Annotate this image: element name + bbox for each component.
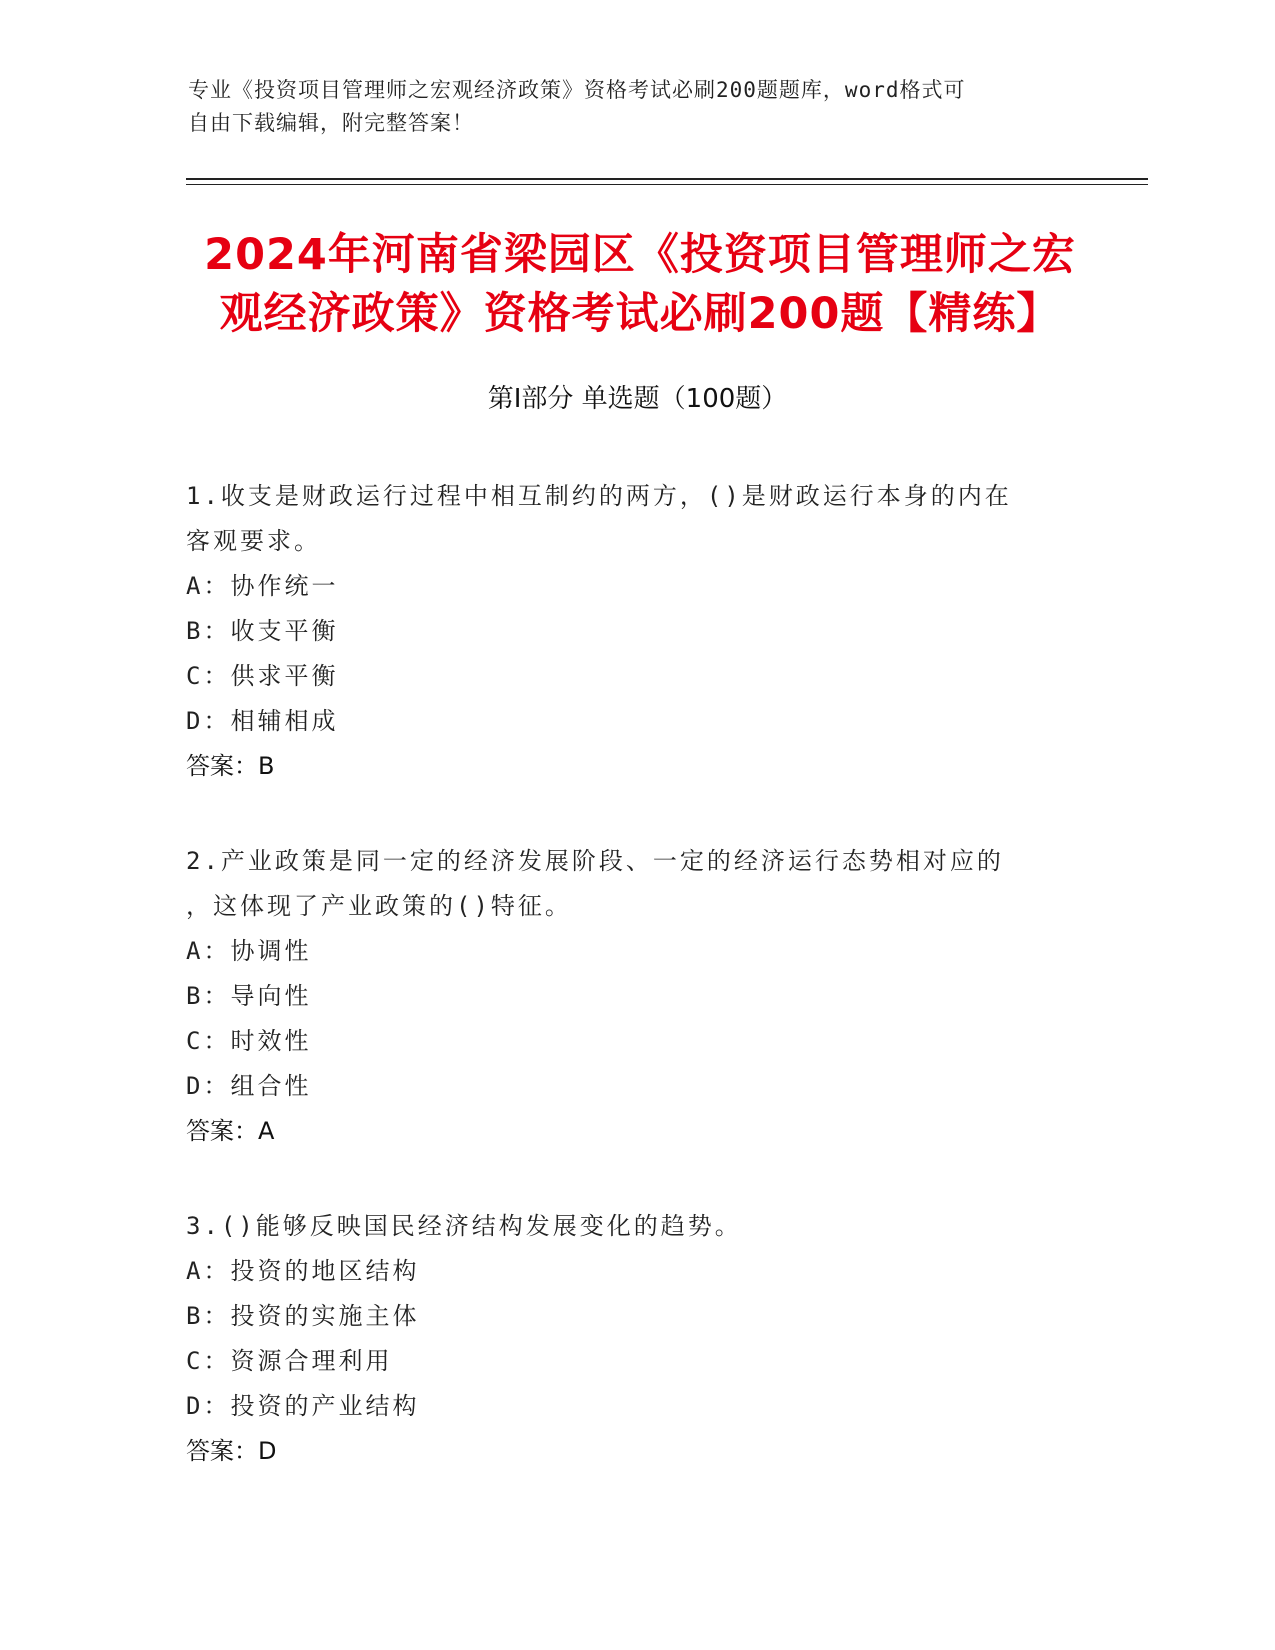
option-c: C：资源合理利用 — [186, 1347, 393, 1375]
option-c: C：供求平衡 — [186, 662, 339, 690]
header-note-line-1: 专业《投资项目管理师之宏观经济政策》资格考试必刷200题题库，word格式可 — [188, 78, 966, 102]
option-d: D：投资的产业结构 — [186, 1392, 420, 1420]
answer: 答案：B — [186, 752, 275, 780]
question-1 — [186, 474, 1086, 789]
answer: 答案：A — [186, 1117, 275, 1145]
header-note — [188, 74, 1088, 140]
header-divider — [186, 178, 1148, 185]
option-a: A：协调性 — [186, 937, 312, 965]
question-stem-continued: ，这体现了产业政策的()特征。 — [186, 892, 572, 920]
question-stem: 1.收支是财政运行过程中相互制约的两方，()是财政运行本身的内在 — [186, 482, 1012, 510]
option-d: D：相辅相成 — [186, 707, 339, 735]
question-2 — [186, 839, 1086, 1154]
document-title-line-2: 观经济政策》资格考试必刷200题【精练】 — [219, 289, 1061, 339]
document-title-line-1: 2024年河南省梁园区《投资项目管理师之宏 — [204, 230, 1076, 280]
document-title — [160, 226, 1120, 344]
answer: 答案：D — [186, 1437, 277, 1465]
option-a: A：协作统一 — [186, 572, 339, 600]
section-title: 第Ⅰ部分 单选题（100题） — [487, 384, 788, 414]
question-stem-continued: 客观要求。 — [186, 527, 321, 555]
question-stem: 2.产业政策是同一定的经济发展阶段、一定的经济运行态势相对应的 — [186, 847, 1004, 875]
header-note-line-2: 自由下载编辑，附完整答案！ — [188, 111, 474, 135]
option-a: A：投资的地区结构 — [186, 1257, 420, 1285]
question-stem: 3.()能够反映国民经济结构发展变化的趋势。 — [186, 1212, 742, 1240]
option-c: C：时效性 — [186, 1027, 312, 1055]
question-list — [186, 474, 1086, 1524]
question-3 — [186, 1204, 1086, 1474]
option-b: B：投资的实施主体 — [186, 1302, 420, 1330]
option-b: B：收支平衡 — [186, 617, 339, 645]
option-d: D：组合性 — [186, 1072, 312, 1100]
option-b: B：导向性 — [186, 982, 312, 1010]
